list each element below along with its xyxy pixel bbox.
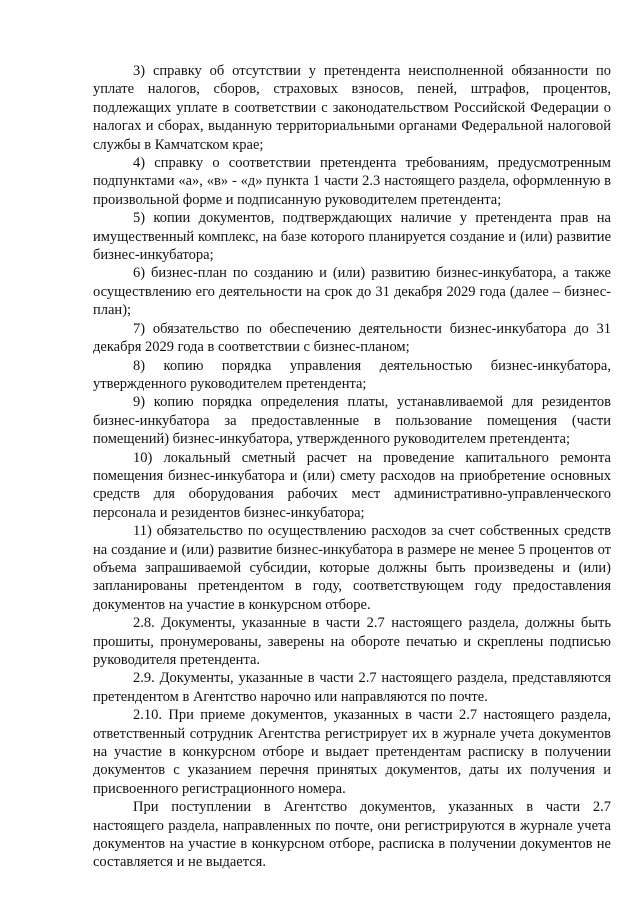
paragraph-item-10: 10) локальный сметный расчет на проведение капитального ремонта помещения бизнес-инкубатора и (или) смету расходов на приобретение основных средств для оборудования рабочих мест административно-управленческого персонала и резидентов бизнес-инкубатора; [93,449,611,521]
paragraph-item-11: 11) обязательство по осуществлению расходов за счет собственных средств на создание и (или) развитие бизнес-инкубатора в размере не менее 5 процентов от объема запрашиваемой субсидии, которые должны быть произведены и (или) запланированы претендентом в году, соответствующем году предоставления документов на участие в конкурсном отборе. [93,523,611,613]
paragraph-section-2-9: 2.9. Документы, указанные в части 2.7 настоящего раздела, представляются претендентом в Агентство нарочно или направляются по почте. [93,670,611,705]
paragraph-item-8: 8) копию порядка управления деятельностью бизнес-инкубатора, утвержденного руководителем претендента; [93,357,611,392]
paragraph-item-4: 4) справку о соответствии претендента требованиям, предусмотренным подпунктами «а», «в» - «д» пункта 1 части 2.3 настоящего раздела, оформленную в произвольной форме и подписанную руководителем претендента; [93,155,611,208]
paragraph-item-7: 7) обязательство по обеспечению деятельности бизнес-инкубатора до 31 декабря 2029 года в соответствии с бизнес-планом; [93,320,611,356]
paragraph-section-2-8: 2.8. Документы, указанные в части 2.7 настоящего раздела, должны быть прошиты, пронумерованы, заверены на обороте печатью и скреплены подписью руководителя претендента. [93,615,611,668]
paragraph-item-6: 6) бизнес-план по созданию и (или) развитию бизнес-инкубатора, а также осуществлению его деятельности на срок до 31 декабря 2029 года (далее – бизнес-план); [93,265,611,319]
paragraph-item-3: 3) справку об отсутствии у претендента неисполненной обязанности по уплате налогов, сборов, страховых взносов, пеней, штрафов, процентов, подлежащих уплате в соответствии с законодательством Российской Федерации о налогах и сборах, выданную территориальными органами Федеральной налоговой службы в Камчатском крае; [93,63,611,153]
paragraph-section-2-10: 2.10. При приеме документов, указанных в части 2.7 настоящего раздела, ответственный сотрудник Агентства регистрирует их в журнале учета документов на участие в конкурсном отборе и выдает претендентам расписку в получении документов с указанием перечня принятых документов, даты их получения и присвоенного регистрационного номера. [93,707,611,797]
paragraph-item-9: 9) копию порядка определения платы, устанавливаемой для резидентов бизнес-инкубатора за предоставленные в пользование помещения (части помещений) бизнес-инкубатора, утвержденного руководителем претендента; [93,394,611,448]
document-page [93,62,611,872]
paragraph-item-5: 5) копии документов, подтверждающих наличие у претендента прав на имущественный комплекс, на базе которого планируется создание и (или) развитие бизнес-инкубатора; [93,210,611,264]
paragraph-postal-receipt: При поступлении в Агентство документов, указанных в части 2.7 настоящего раздела, направленных по почте, они регистрируются в журнале учета документов на участие в конкурсном отборе, расписка в получении документов не составляется и не выдается. [93,799,611,871]
